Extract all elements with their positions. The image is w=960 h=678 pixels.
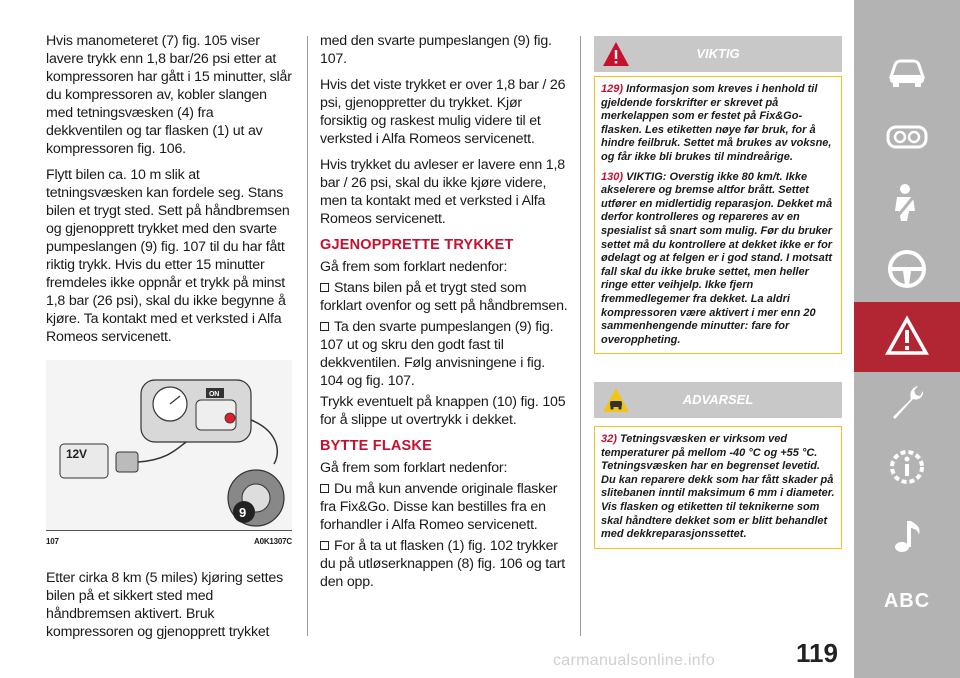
steering-wheel-icon (885, 247, 929, 291)
paragraph: Gå frem som forklart nedenfor: (320, 460, 508, 476)
figure-caption (46, 533, 292, 551)
checkbox-icon (320, 322, 329, 331)
sidebar-item-multimedia[interactable] (854, 502, 960, 572)
sidebar-item-seatbelt[interactable] (854, 168, 960, 238)
sidebar-item-emergency[interactable] (854, 302, 960, 372)
paragraph: med den svarte pumpeslangen (9) fig. 107. (320, 33, 552, 67)
checkbox-icon (320, 283, 329, 292)
paragraph: Flytt bilen ca. 10 m slik at tetningsvæsken kan fordele seg. Stans bilen et trygt sted. Sett på håndbremsen og gjenopprett trykket med den svarte pumpeslangen (9) fig. 107 til du har fått riktig trykk. Hvis du etter 15 minutter fremdeles ikke oppnår et trykk på minst 1,8 bar (26 psi), skal du ikke begynne å kjøre. Ta kontakt med et verksted i Alfa Romeos servicenett. (46, 167, 290, 345)
label-12v: 12V (66, 447, 87, 461)
paragraph: Etter cirka 8 km (5 miles) kjøring settes bilen på et sikkert sted med håndbremsen aktivert. Bruk kompressoren og gjenopprett trykket (46, 570, 283, 640)
advarsel-title: ADVARSEL (682, 392, 754, 407)
on-label: ON (209, 391, 220, 398)
abc-index-label: ABC (883, 589, 931, 612)
callout-9: 9 (239, 505, 247, 520)
note: 129) Informasjon som kreves i henhold til gjeldende forskrifter er skrevet på merkelappen som er festet på Fix&Go-flasken. Les etiketten nøye før bruk, for å hindre feilbruk. Settet må brukes av voksne, og får ikke bli brukes til mindreårige. (601, 83, 832, 163)
dashboard-icon (885, 115, 929, 159)
viktig-title: VIKTIG (696, 46, 740, 61)
sidebar-item-steering[interactable] (854, 234, 960, 304)
compressor-illustration (46, 360, 292, 530)
car-icon (885, 49, 929, 93)
sidebar-item-dashboard[interactable] (854, 102, 960, 172)
checkbox-icon (320, 484, 329, 493)
bullet-item: For å ta ut flasken (1) fig. 102 trykker du på utløserknappen (8) fig. 106 og tart den opp. (320, 538, 565, 590)
music-note-icon (885, 515, 929, 559)
paragraph: Hvis manometeret (7) fig. 105 viser lavere trykk enn 1,8 bar/26 psi etter at kompressoren har gått i 15 minutter, slår du kompressoren av, kobler slangen med tetningsvæsken (4) fra dekkventilen og tar flasken (1) ut av kompressoren fig. 106. (46, 33, 292, 157)
chapter-sidebar (854, 0, 960, 678)
bullet-item: Stans bilen på et trygt sted som forklart ovenfor og sett på håndbremsen. (320, 280, 568, 314)
column-middle (320, 32, 570, 594)
section-heading: BYTTE FLASKE (320, 438, 432, 454)
advarsel-header (594, 382, 842, 418)
column-divider (580, 36, 581, 636)
paragraph: Hvis det viste trykket er over 1,8 bar / 26 psi, gjenoppretter du trykket. Kjør forsiktig og raskest mulig videre til et verksted i Alfa Romeos servicenett. (320, 77, 566, 147)
viktig-header (594, 36, 842, 72)
seatbelt-icon (885, 181, 929, 225)
sidebar-item-technical-data[interactable] (854, 432, 960, 502)
bullet-item: Ta den svarte pumpeslangen (9) fig. 107 ut og skru den godt fast til dekkventilen. Følg anvisningene i fig. 104 og fig. 107. (320, 319, 554, 389)
info-gear-icon (885, 445, 929, 489)
watermark: carmanualsonline.info (553, 652, 715, 669)
warning-triangle-icon (885, 315, 929, 359)
note: 32) Tetningsvæsken er virksom ved temperaturer på mellom -40 °C og +55 °C. Tetningsvæsken har en begrenset levetid. Du kan reparere dekk som har fått skader på slitebanen inntil maksimum 6 mm i diameter. Vis flasken og etiketten til teknikerne som skal håndtere dekket som er blitt behandlet med dekkreparasjonssettet. (601, 433, 835, 541)
figure-number: 107 (46, 537, 59, 546)
paragraph: Gå frem som forklart nedenfor: (320, 259, 508, 275)
sidebar-item-car[interactable] (854, 36, 960, 106)
figure-code: A0K1307C (254, 537, 292, 546)
page-number: 119 (796, 638, 838, 668)
paragraph: Trykk eventuelt på knappen (10) fig. 105 for å slippe ut overtrykk i dekket. (320, 394, 566, 428)
column-divider (307, 36, 308, 636)
viktig-box (594, 76, 842, 354)
paragraph: Hvis trykket du avleser er lavere enn 1,8 bar / 26 psi, skal du ikke kjøre videre, men ta kontakt med et verksted i Alfa Romeos servicenett. (320, 157, 565, 227)
wrench-icon (885, 379, 929, 423)
sidebar-item-maintenance[interactable] (854, 366, 960, 436)
checkbox-icon (320, 541, 329, 550)
note: 130) VIKTIG: Overstig ikke 80 km/t. Ikke akselerere og bremse altfor brått. Settet utfører en midlertidig reparasjon. Dekket må derfor kontrolleres og repareres av en spesialist så snart som mulig. Før du bruker settet må du kontrollere at dekket ikke er for ødelagt og at felgen er i god stand. I motsatt fall skal du ikke bruke settet, men heller ringe etter veihjelp. Ikke fjern fremmedlegemer fra dekket. La aldri kompressoren være aktivert i mer enn 20 sammenhengende minutter: fare for overoppheting. (601, 170, 833, 346)
bullet-item: Du må kun anvende originale flasker fra Fix&Go. Disse kan bestilles fra en forhandler i Alfa Romeo servicenett. (320, 481, 558, 533)
figure-107 (46, 360, 292, 531)
sidebar-item-index[interactable] (854, 566, 960, 636)
section-heading: GJENOPPRETTE TRYKKET (320, 237, 514, 253)
advarsel-box (594, 426, 842, 549)
column-left (46, 32, 292, 649)
